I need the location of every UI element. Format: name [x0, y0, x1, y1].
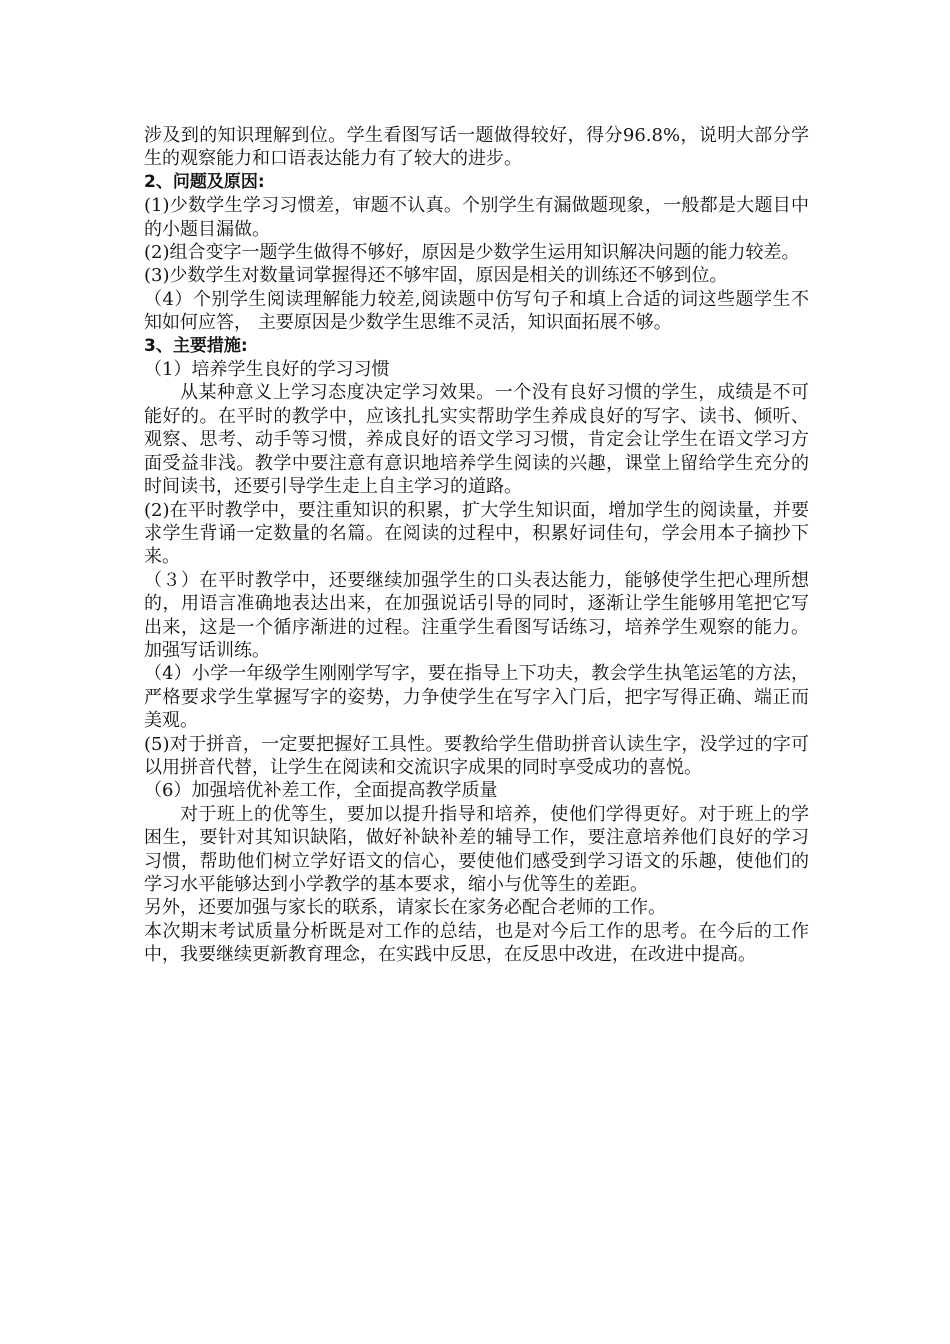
measure-2: (2)在平时教学中，要注重知识的积累，扩大学生知识面，增加学生的阅读量，并要求学生背诵一定数量的名篇。在阅读的过程中，积累好词佳句，学会用本子摘抄下来。 [144, 499, 809, 568]
measure-1-title: （1）培养学生良好的学习习惯 [144, 359, 390, 381]
measure-1-body: 从某种意义上学习态度决定学习效果。一个没有良好习惯的学生，成绩是不可能好的。在平时的教学中，应该扎扎实实帮助学生养成良好的写字、读书、倾听、观察、思考、动手等习惯，养成良好的语文学习习惯，肯定会让学生在语文学习方面受益非浅。教学中要注意有意识地培养学生阅读的兴趣，课堂上留给学生充分的时间读书，还要引导学生走上自主学习的道路。 [144, 382, 809, 498]
measure-5: (5)对于拼音，一定要把握好工具性。要教给学生借助拼音认读生字，没学过的字可以用拼音代替，让学生在阅读和交流识字成果的同时享受成功的喜悦。 [144, 733, 809, 778]
problem-3: (3)少数学生对数量词掌握得还不够牢固，原因是相关的训练还不够到位。 [144, 265, 728, 287]
paragraph-summary: 本次期末考试质量分析既是对工作的总结，也是对今后工作的思考。在今后的工作中，我要继续更新教育理念，在实践中反思，在反思中改进，在改进中提高。 [144, 920, 809, 966]
document-body [144, 124, 809, 967]
problem-4: （4）个别学生阅读理解能力较差,阅读题中仿写句子和填上合适的词这些题学生不知如何应答， 主要原因是少数学生思维不灵活，知识面拓展不够。 [144, 288, 809, 334]
heading-problems: 2、问题及原因: [144, 171, 265, 192]
measure-4: （4）小学一年级学生刚刚学写字，要在指导上下功夫，教会学生执笔运笔的方法，严格要求学生掌握写字的姿势，力争使学生在写字入门后，把字写得正确、端正而美观。 [144, 663, 809, 732]
measure-3: （３）在平时教学中，还要继续加强学生的口头表达能力，能够使学生把心理所想的，用语言准确地表达出来，在加强说话引导的同时，逐渐让学生能够用笔把它写出来，这是一个循序渐进的过程。注重学生看图写话练习，培养学生观察的能力。加强写话训练。 [144, 569, 809, 661]
heading-measures: 3、主要措施: [144, 335, 248, 356]
measure-6-title: （6）加强培优补差工作，全面提高教学质量 [144, 780, 498, 802]
measure-6-body: 对于班上的优等生，要加以提升指导和培养，使他们学得更好。对于班上的学困生，要针对其知识缺陷，做好补缺补差的辅导工作，要注意培养他们良好的学习习惯，帮助他们树立学好语文的信心，要使他们感受到学习语文的乐趣，使他们的学习水平能够达到小学教学的基本要求，缩小与优等生的差距。 [144, 803, 809, 895]
problem-2: (2)组合变字一题学生做得不够好，原因是少数学生运用知识解决问题的能力较差。 [144, 242, 800, 264]
paragraph-intro: 涉及到的知识理解到位。学生看图写话一题做得较好，得分96.8%，说明大部分学生的观察能力和口语表达能力有了较大的进步。 [144, 125, 809, 170]
paragraph-other: 另外，还要加强与家长的联系，请家长在家务必配合老师的工作。 [144, 897, 666, 919]
problem-1: (1)少数学生学习习惯差，审题不认真。个别学生有漏做题现象，一般都是大题目中的小题目漏做。 [144, 195, 809, 240]
